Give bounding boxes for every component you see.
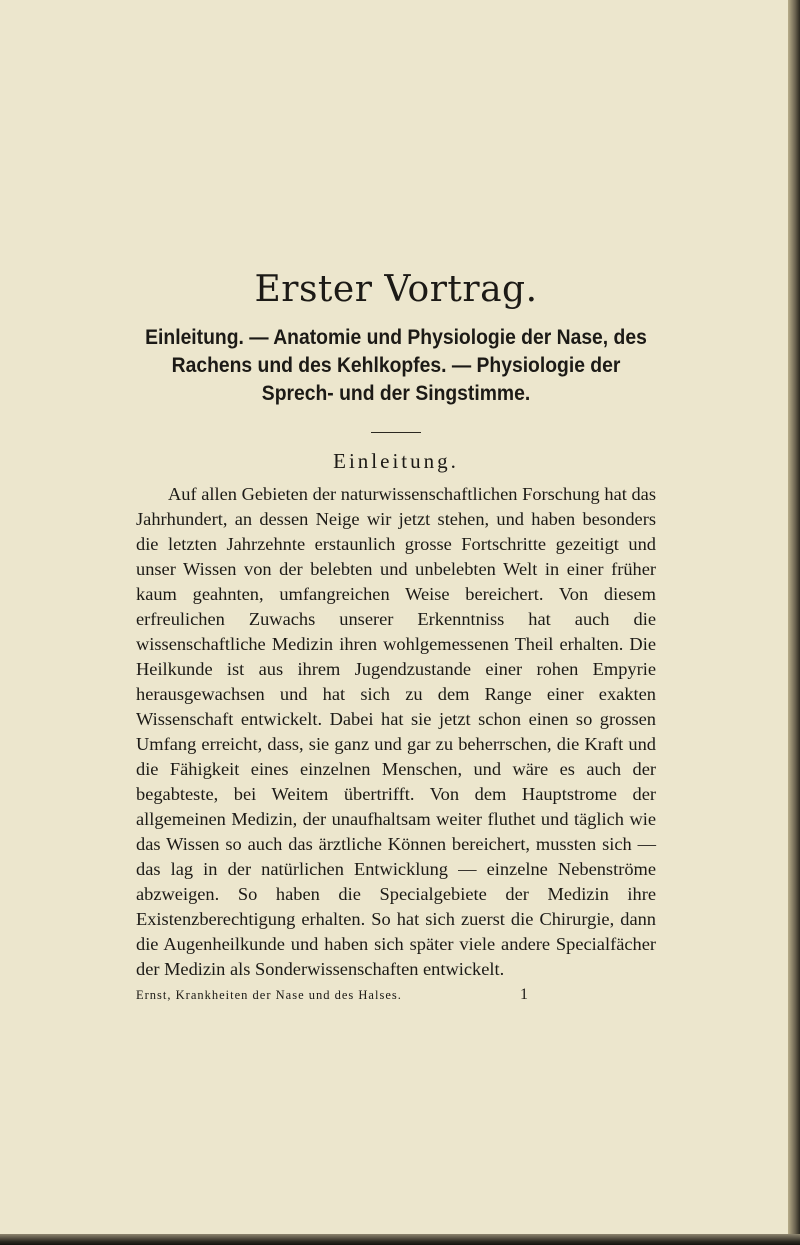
page-content — [136, 270, 656, 1008]
section-heading: Einleitung. — [333, 448, 459, 473]
page-edge-right — [788, 0, 800, 1245]
lecture-subtitle: Einleitung. — Anatomie und Physiologie der Nase, des Rachens und des Kehlkopfes. — Physiologie der Sprech- und der Singstimme. — [145, 325, 647, 405]
running-title: Ernst, Krankheiten der Nase und des Halses. — [136, 987, 402, 1002]
page-edge-bottom — [0, 1234, 800, 1245]
page-footer — [136, 985, 656, 1008]
body-paragraph: Auf allen Gebieten der naturwissenschaftlichen Forschung hat das Jahrhundert, an dessen Neige wir jetzt stehen, und haben besonders die letzten Jahrzehnte erstaunlich grosse Fortschritte gezeitigt und unser Wissen von der belebten und unbelebten Welt in einer früher kaum geahnten, umfangreichen Weise bereichert. Von diesem erfreulichen Zuwachs unserer Erkenntniss hat auch die wissenschaftliche Medizin ihren wohlgemessenen Theil erhalten. Die Heilkunde ist aus ihrem Jugendzustande einer rohen Empyrie herausgewachsen und hat sich zu dem Range einer exakten Wissenschaft entwickelt. Dabei hat sie jetzt schon einen so grossen Umfang erreicht, dass, sie ganz und gar zu beherrschen, die Kraft und die Fähigkeit eines einzelnen Menschen, und wäre es auch der begabteste, bei Weitem übertrifft. Von dem Hauptstrome der allgemeinen Medizin, der unaufhaltsam weiter fluthet und täglich wie das Wissen so auch das ärztliche Können bereichert, mussten sich — das lag in der natürlichen Entwicklung — einzelne Nebenströme abzweigen. So haben die Specialgebiete der Medizin ihre Existenzberechtigung erhalten. So hat sich zuerst die Chirurgie, dann die Augenheilkunde und haben sich später viele andere Specialfächer der Medizin als Sonderwissenschaften entwickelt. — [136, 483, 656, 979]
signature-mark: 1 — [520, 985, 528, 1003]
lecture-title: Erster Vortrag. — [254, 269, 538, 310]
divider-rule — [371, 432, 421, 433]
